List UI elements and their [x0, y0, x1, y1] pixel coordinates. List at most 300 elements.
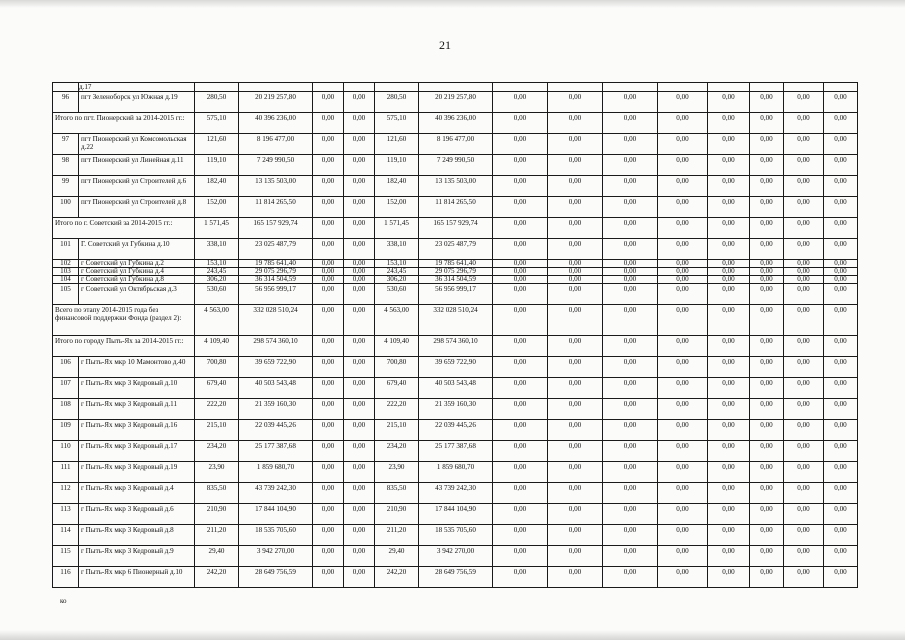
value-cell: 0,00 — [344, 567, 375, 588]
value-cell: 0,00 — [784, 155, 824, 176]
subtotal-label: Всего по этапу 2014-2015 года без финансовой поддержки Фонда (раздел 2): — [53, 305, 195, 336]
value-cell: 0,00 — [784, 268, 824, 276]
value-cell: 0,00 — [784, 504, 824, 525]
value-cell: 0,00 — [784, 483, 824, 504]
area-cell: 679,40 — [375, 378, 419, 399]
value-cell: 0,00 — [548, 134, 603, 155]
cost-cell: 25 177 387,68 — [419, 441, 493, 462]
value-cell: 0,00 — [784, 357, 824, 378]
value-cell: 0,00 — [344, 441, 375, 462]
value-cell: 0,00 — [313, 525, 344, 546]
value-cell: 0,00 — [784, 567, 824, 588]
value-cell: 0,00 — [313, 378, 344, 399]
value-cell: 0,00 — [708, 92, 750, 113]
address-cell: г Пыть-Ях мкр 3 Кедровый д.9 — [79, 546, 195, 567]
value-cell: 0,00 — [548, 441, 603, 462]
value-cell: 0,00 — [784, 305, 824, 336]
row-number: 113 — [53, 504, 79, 525]
value-cell: 0,00 — [548, 357, 603, 378]
table-row — [53, 420, 858, 441]
value-cell: 0,00 — [824, 462, 858, 483]
value-cell: 0,00 — [658, 399, 708, 420]
value-cell: 0,00 — [658, 504, 708, 525]
area-cell: 280,50 — [195, 92, 239, 113]
value-cell: 0,00 — [344, 268, 375, 276]
cost-cell: 22 039 445,26 — [239, 420, 313, 441]
area-cell: 338,10 — [375, 239, 419, 260]
cost-cell: 25 177 387,68 — [239, 441, 313, 462]
value-cell: 0,00 — [750, 504, 784, 525]
area-cell: 210,90 — [195, 504, 239, 525]
area-cell: 4 563,00 — [375, 305, 419, 336]
table-row — [53, 284, 858, 305]
area-cell: 152,00 — [195, 197, 239, 218]
value-cell: 0,00 — [493, 92, 548, 113]
value-cell: 0,00 — [493, 546, 548, 567]
area-cell: 23,90 — [375, 462, 419, 483]
value-cell: 0,00 — [708, 176, 750, 197]
area-cell: 210,90 — [375, 504, 419, 525]
value-cell: 0,00 — [603, 305, 658, 336]
value-cell: 0,00 — [313, 305, 344, 336]
area-cell: 243,45 — [375, 268, 419, 276]
area-cell: 280,50 — [375, 92, 419, 113]
value-cell: 0,00 — [493, 483, 548, 504]
area-cell: 29,40 — [375, 546, 419, 567]
address-cell: пгт Пионерский ул Комсомольская д.22 — [79, 134, 195, 155]
value-cell: 0,00 — [750, 441, 784, 462]
value-cell: 0,00 — [344, 155, 375, 176]
cost-cell: 43 739 242,30 — [419, 483, 493, 504]
value-cell: 0,00 — [708, 504, 750, 525]
area-cell: 234,20 — [195, 441, 239, 462]
value-cell: 0,00 — [750, 176, 784, 197]
value-cell: 0,00 — [344, 176, 375, 197]
value-cell: 0,00 — [708, 284, 750, 305]
value-cell: 0,00 — [658, 155, 708, 176]
address-cell: г Пыть-Ях мкр 3 Кедровый д.16 — [79, 420, 195, 441]
address-cell: г Пыть-Ях мкр 10 Мамонтово д.40 — [79, 357, 195, 378]
cost-cell: 11 814 265,50 — [419, 197, 493, 218]
value-cell: 0,00 — [658, 276, 708, 284]
value-cell: 0,00 — [824, 92, 858, 113]
address-cell: г Советский ул Октябрьская д.3 — [79, 284, 195, 305]
value-cell: 0,00 — [708, 483, 750, 504]
address-cell: г Пыть-Ях мкр 3 Кедровый д.17 — [79, 441, 195, 462]
value-cell: 0,00 — [548, 305, 603, 336]
value-cell: 0,00 — [493, 268, 548, 276]
value-cell: 0,00 — [658, 336, 708, 357]
value-cell: 0,00 — [344, 483, 375, 504]
area-cell: 4 109,40 — [195, 336, 239, 357]
cost-cell: 20 219 257,80 — [239, 92, 313, 113]
value-cell: 0,00 — [344, 218, 375, 239]
value-cell: 0,00 — [824, 268, 858, 276]
cost-cell: 40 503 543,48 — [239, 378, 313, 399]
row-number: 107 — [53, 378, 79, 399]
row-number: 102 — [53, 260, 79, 268]
area-cell: 153,10 — [375, 260, 419, 268]
value-cell: 0,00 — [548, 420, 603, 441]
value-cell: 0,00 — [344, 504, 375, 525]
value-cell: 0,00 — [784, 260, 824, 268]
value-cell: 0,00 — [548, 483, 603, 504]
value-cell: 0,00 — [750, 378, 784, 399]
value-cell: 0,00 — [313, 399, 344, 420]
value-cell: 0,00 — [750, 155, 784, 176]
area-cell: 215,10 — [195, 420, 239, 441]
value-cell: 0,00 — [824, 218, 858, 239]
value-cell: 0,00 — [344, 305, 375, 336]
value-cell: 0,00 — [493, 378, 548, 399]
value-cell: 0,00 — [493, 305, 548, 336]
row-number: 112 — [53, 483, 79, 504]
table-row — [53, 276, 858, 284]
area-cell: 182,40 — [195, 176, 239, 197]
value-cell: 0,00 — [708, 462, 750, 483]
value-cell: 0,00 — [658, 284, 708, 305]
value-cell: 0,00 — [708, 420, 750, 441]
value-cell: 0,00 — [824, 197, 858, 218]
page-number: 21 — [439, 38, 451, 52]
cost-cell: 43 739 242,30 — [239, 483, 313, 504]
area-cell: 242,20 — [195, 567, 239, 588]
value-cell: 0,00 — [603, 525, 658, 546]
value-cell: 0,00 — [344, 113, 375, 134]
value-cell: 0,00 — [708, 239, 750, 260]
table-container — [52, 82, 847, 588]
area-cell: 121,60 — [375, 134, 419, 155]
value-cell: 0,00 — [313, 92, 344, 113]
area-cell: 121,60 — [195, 134, 239, 155]
row-number: 108 — [53, 399, 79, 420]
value-cell: 0,00 — [784, 197, 824, 218]
subtotal-label: Итого по городу Пыть-Ях за 2014-2015 гг.: — [53, 336, 195, 357]
subtotal-row — [53, 218, 858, 239]
area-cell: 243,45 — [195, 268, 239, 276]
value-cell: 0,00 — [824, 276, 858, 284]
area-cell: 306,20 — [195, 276, 239, 284]
housing-repair-table — [52, 82, 858, 588]
value-cell: 0,00 — [548, 155, 603, 176]
value-cell: 0,00 — [493, 441, 548, 462]
value-cell: 0,00 — [603, 276, 658, 284]
value-cell: 0,00 — [824, 378, 858, 399]
address-cell: пгт Пионерский ул Строителей д.8 — [79, 197, 195, 218]
value-cell: 0,00 — [603, 567, 658, 588]
value-cell: 0,00 — [708, 546, 750, 567]
value-cell: 0,00 — [603, 260, 658, 268]
address-cell: г Пыть-Ях мкр 3 Кедровый д.6 — [79, 504, 195, 525]
scan-edge-bottom — [0, 630, 905, 640]
cost-cell: 56 956 999,17 — [419, 284, 493, 305]
value-cell: 0,00 — [784, 462, 824, 483]
value-cell: 0,00 — [344, 525, 375, 546]
value-cell: 0,00 — [603, 268, 658, 276]
address-cell: г Советский ул Губкина д.8 — [79, 276, 195, 284]
cost-cell: 29 075 296,79 — [239, 268, 313, 276]
cost-cell: 1 859 680,70 — [239, 462, 313, 483]
cost-cell: 39 659 722,90 — [239, 357, 313, 378]
cost-cell: 40 503 543,48 — [419, 378, 493, 399]
value-cell: 0,00 — [824, 420, 858, 441]
value-cell: 0,00 — [708, 357, 750, 378]
value-cell: 0,00 — [313, 155, 344, 176]
table-row — [53, 462, 858, 483]
area-cell: 222,20 — [375, 399, 419, 420]
row-number: 101 — [53, 239, 79, 260]
value-cell: 0,00 — [548, 567, 603, 588]
cost-cell: 56 956 999,17 — [239, 284, 313, 305]
value-cell: 0,00 — [548, 462, 603, 483]
table-row — [53, 92, 858, 113]
value-cell: 0,00 — [603, 284, 658, 305]
value-cell: 0,00 — [493, 155, 548, 176]
value-cell: 0,00 — [548, 218, 603, 239]
area-cell: 306,20 — [375, 276, 419, 284]
value-cell: 0,00 — [493, 420, 548, 441]
subtotal-row — [53, 305, 858, 336]
value-cell: 0,00 — [708, 336, 750, 357]
table-row — [53, 546, 858, 567]
value-cell: 0,00 — [313, 276, 344, 284]
value-cell: 0,00 — [708, 218, 750, 239]
table-row — [53, 441, 858, 462]
value-cell: 0,00 — [548, 525, 603, 546]
cost-cell: 332 028 510,24 — [419, 305, 493, 336]
value-cell: 0,00 — [313, 336, 344, 357]
value-cell: 0,00 — [824, 525, 858, 546]
cost-cell: 11 814 265,50 — [239, 197, 313, 218]
value-cell: 0,00 — [750, 357, 784, 378]
area-cell: 211,20 — [375, 525, 419, 546]
value-cell: 0,00 — [658, 546, 708, 567]
scan-edge-top — [0, 0, 905, 8]
value-cell: 0,00 — [658, 525, 708, 546]
value-cell: 0,00 — [784, 525, 824, 546]
value-cell: 0,00 — [708, 113, 750, 134]
table-row — [53, 357, 858, 378]
area-cell: 215,10 — [375, 420, 419, 441]
subtotal-row — [53, 336, 858, 357]
table-row — [53, 483, 858, 504]
value-cell: 0,00 — [493, 399, 548, 420]
value-cell: 0,00 — [344, 276, 375, 284]
value-cell: 0,00 — [603, 218, 658, 239]
cost-cell: 23 025 487,79 — [239, 239, 313, 260]
value-cell: 0,00 — [493, 197, 548, 218]
subtotal-row — [53, 113, 858, 134]
value-cell: 0,00 — [548, 336, 603, 357]
address-cell: г Советский ул Губкина д.2 — [79, 260, 195, 268]
value-cell: 0,00 — [824, 336, 858, 357]
area-cell: 679,40 — [195, 378, 239, 399]
cost-cell: 8 196 477,00 — [419, 134, 493, 155]
value-cell: 0,00 — [784, 92, 824, 113]
cost-cell: 23 025 487,79 — [419, 239, 493, 260]
value-cell: 0,00 — [824, 239, 858, 260]
value-cell: 0,00 — [658, 567, 708, 588]
area-cell: 530,60 — [375, 284, 419, 305]
area-cell: 29,40 — [195, 546, 239, 567]
value-cell: 0,00 — [493, 260, 548, 268]
row-number: 105 — [53, 284, 79, 305]
cost-cell: 39 659 722,90 — [419, 357, 493, 378]
row-fragment: д.17 — [79, 83, 195, 92]
value-cell: 0,00 — [603, 462, 658, 483]
value-cell: 0,00 — [658, 239, 708, 260]
value-cell: 0,00 — [708, 260, 750, 268]
value-cell: 0,00 — [784, 336, 824, 357]
area-cell: 835,50 — [195, 483, 239, 504]
value-cell: 0,00 — [824, 155, 858, 176]
cost-cell: 298 574 360,10 — [419, 336, 493, 357]
cost-cell: 22 039 445,26 — [419, 420, 493, 441]
value-cell: 0,00 — [344, 134, 375, 155]
value-cell: 0,00 — [548, 399, 603, 420]
value-cell: 0,00 — [750, 239, 784, 260]
value-cell: 0,00 — [493, 176, 548, 197]
value-cell: 0,00 — [313, 483, 344, 504]
area-cell: 152,00 — [375, 197, 419, 218]
table-row — [53, 378, 858, 399]
address-cell: г Пыть-Ях мкр 3 Кедровый д.10 — [79, 378, 195, 399]
value-cell: 0,00 — [784, 276, 824, 284]
address-cell: пгт Зеленоборск ул Южная д.19 — [79, 92, 195, 113]
value-cell: 0,00 — [708, 268, 750, 276]
value-cell: 0,00 — [493, 357, 548, 378]
area-cell: 4 109,40 — [375, 336, 419, 357]
value-cell: 0,00 — [313, 218, 344, 239]
value-cell: 0,00 — [708, 155, 750, 176]
value-cell: 0,00 — [313, 239, 344, 260]
cost-cell: 18 535 705,60 — [419, 525, 493, 546]
area-cell: 119,10 — [375, 155, 419, 176]
row-number: 111 — [53, 462, 79, 483]
value-cell: 0,00 — [784, 218, 824, 239]
value-cell: 0,00 — [708, 305, 750, 336]
cost-cell: 19 785 641,40 — [419, 260, 493, 268]
address-cell: пгт Пионерский ул Линейная д.11 — [79, 155, 195, 176]
value-cell: 0,00 — [548, 260, 603, 268]
area-cell: 4 563,00 — [195, 305, 239, 336]
cost-cell: 28 649 756,59 — [239, 567, 313, 588]
value-cell: 0,00 — [784, 441, 824, 462]
value-cell: 0,00 — [493, 336, 548, 357]
table-row — [53, 504, 858, 525]
value-cell: 0,00 — [548, 284, 603, 305]
table-row-header-stub — [53, 83, 858, 92]
value-cell: 0,00 — [603, 357, 658, 378]
row-number: 97 — [53, 134, 79, 155]
value-cell: 0,00 — [344, 420, 375, 441]
cost-cell: 7 249 990,50 — [419, 155, 493, 176]
address-cell: г Пыть-Ях мкр 6 Пионерный д.10 — [79, 567, 195, 588]
value-cell: 0,00 — [750, 567, 784, 588]
value-cell: 0,00 — [658, 92, 708, 113]
area-cell: 23,90 — [195, 462, 239, 483]
value-cell: 0,00 — [708, 441, 750, 462]
value-cell: 0,00 — [313, 504, 344, 525]
value-cell: 0,00 — [313, 462, 344, 483]
value-cell: 0,00 — [750, 420, 784, 441]
cost-cell: 17 844 104,90 — [419, 504, 493, 525]
cost-cell: 165 157 929,74 — [239, 218, 313, 239]
value-cell: 0,00 — [313, 268, 344, 276]
value-cell: 0,00 — [344, 284, 375, 305]
table-row — [53, 155, 858, 176]
value-cell: 0,00 — [750, 483, 784, 504]
value-cell: 0,00 — [313, 546, 344, 567]
table-row — [53, 176, 858, 197]
value-cell: 0,00 — [344, 399, 375, 420]
value-cell: 0,00 — [548, 197, 603, 218]
table-row — [53, 239, 858, 260]
value-cell: 0,00 — [548, 268, 603, 276]
value-cell: 0,00 — [784, 239, 824, 260]
value-cell: 0,00 — [344, 239, 375, 260]
area-cell: 338,10 — [195, 239, 239, 260]
area-cell: 211,20 — [195, 525, 239, 546]
value-cell: 0,00 — [548, 546, 603, 567]
value-cell: 0,00 — [750, 399, 784, 420]
value-cell: 0,00 — [824, 176, 858, 197]
value-cell: 0,00 — [344, 197, 375, 218]
area-cell: 835,50 — [375, 483, 419, 504]
table-row — [53, 260, 858, 268]
area-cell: 222,20 — [195, 399, 239, 420]
value-cell: 0,00 — [784, 113, 824, 134]
cost-cell: 21 359 160,30 — [419, 399, 493, 420]
value-cell: 0,00 — [750, 462, 784, 483]
subtotal-label: Итого по г. Советский за 2014-2015 гг.: — [53, 218, 195, 239]
value-cell: 0,00 — [313, 420, 344, 441]
value-cell: 0,00 — [824, 284, 858, 305]
value-cell: 0,00 — [313, 113, 344, 134]
cost-cell: 20 219 257,80 — [419, 92, 493, 113]
value-cell: 0,00 — [708, 399, 750, 420]
value-cell: 0,00 — [824, 260, 858, 268]
value-cell: 0,00 — [493, 504, 548, 525]
address-cell: пгт Пионерский ул Строителей д.6 — [79, 176, 195, 197]
value-cell: 0,00 — [493, 134, 548, 155]
row-number: 109 — [53, 420, 79, 441]
value-cell: 0,00 — [603, 378, 658, 399]
value-cell: 0,00 — [750, 546, 784, 567]
value-cell: 0,00 — [824, 399, 858, 420]
row-number: 116 — [53, 567, 79, 588]
footer-mark: ко — [60, 597, 67, 605]
value-cell: 0,00 — [344, 357, 375, 378]
value-cell: 0,00 — [750, 268, 784, 276]
value-cell: 0,00 — [658, 218, 708, 239]
cost-cell: 3 942 270,00 — [239, 546, 313, 567]
value-cell: 0,00 — [548, 92, 603, 113]
value-cell: 0,00 — [658, 305, 708, 336]
cost-cell: 36 314 504,59 — [419, 276, 493, 284]
value-cell: 0,00 — [493, 113, 548, 134]
area-cell: 575,10 — [375, 113, 419, 134]
value-cell: 0,00 — [548, 378, 603, 399]
area-cell: 700,80 — [375, 357, 419, 378]
cost-cell: 1 859 680,70 — [419, 462, 493, 483]
value-cell: 0,00 — [493, 284, 548, 305]
table-row — [53, 197, 858, 218]
value-cell: 0,00 — [344, 378, 375, 399]
value-cell: 0,00 — [708, 276, 750, 284]
value-cell: 0,00 — [750, 197, 784, 218]
row-number: 100 — [53, 197, 79, 218]
